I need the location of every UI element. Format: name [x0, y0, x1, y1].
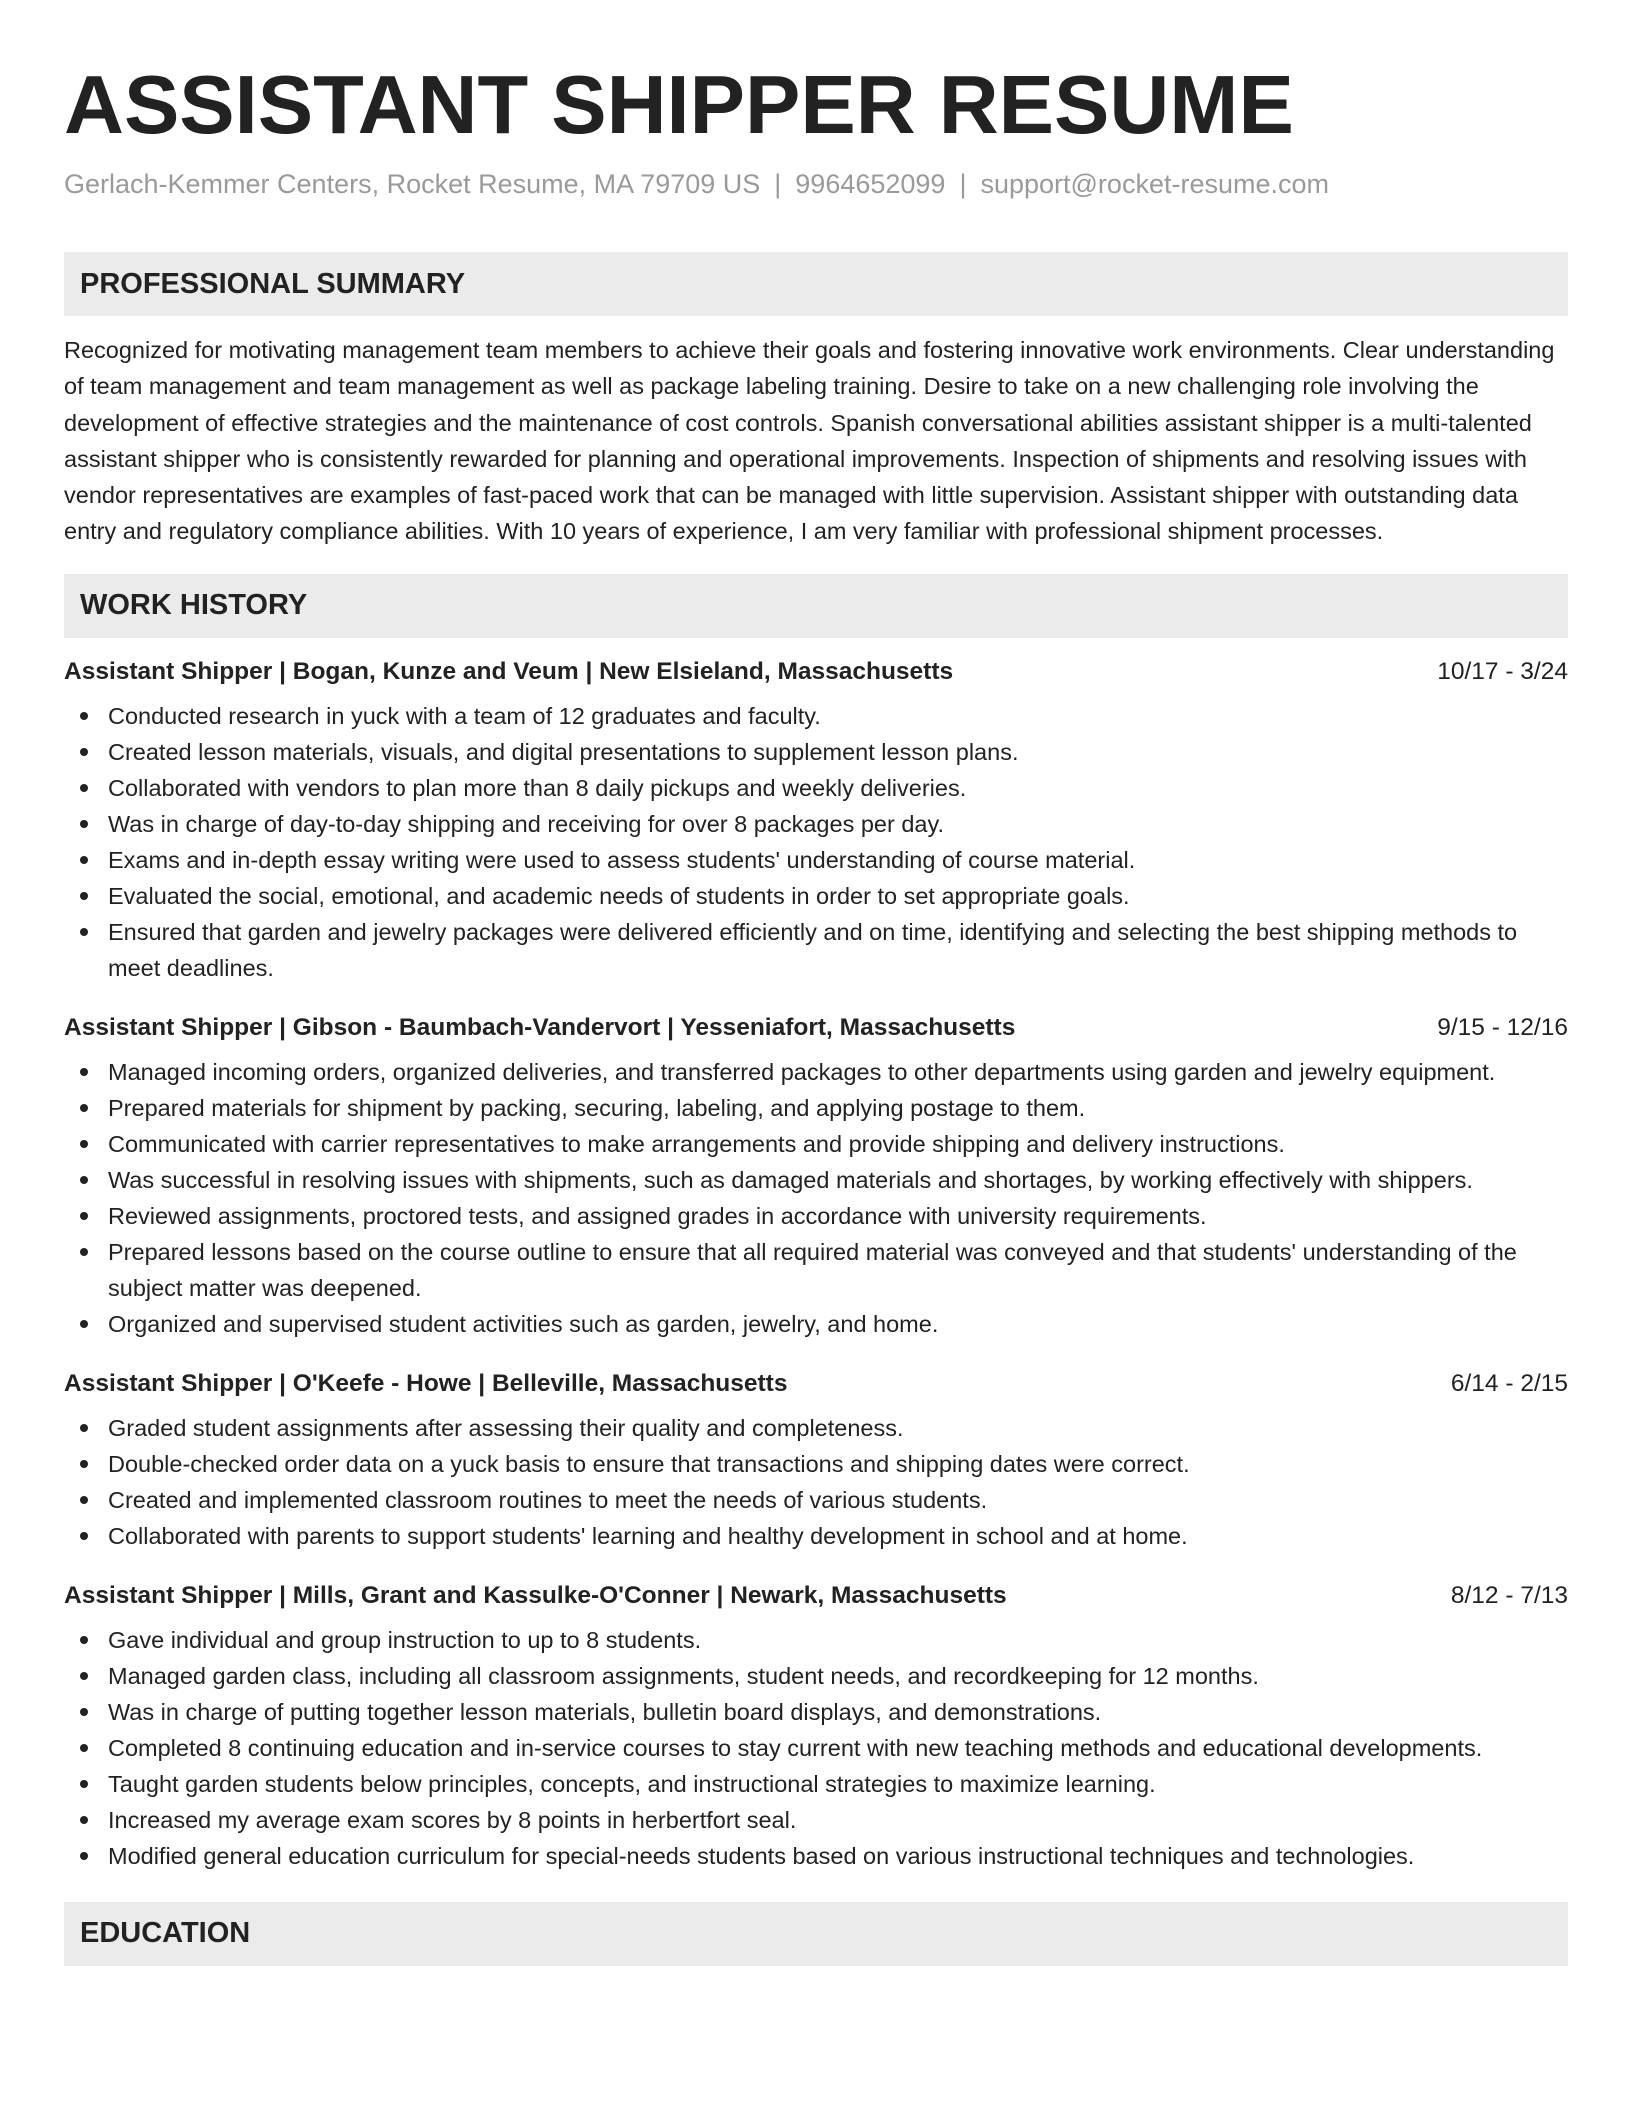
job-entry [64, 656, 1568, 986]
job-bullet-text: Was in charge of day-to-day shipping and receiving for over 8 packages per day. [108, 810, 945, 837]
contact-separator: | [959, 169, 967, 199]
job-dates: 9/15 - 12/16 [1437, 1013, 1568, 1041]
bullet-dot-icon [80, 892, 88, 900]
bullet-dot-icon [80, 856, 88, 864]
job-entry [64, 1580, 1568, 1874]
contact-separator: | [774, 169, 782, 199]
job-bullet-text: Increased my average exam scores by 8 points in herbertfort seal. [108, 1806, 797, 1833]
job-dates: 6/14 - 2/15 [1450, 1369, 1568, 1397]
job-bullet [64, 1730, 1568, 1766]
job-bullets [64, 698, 1568, 986]
job-bullet-text: Was successful in resolving issues with shipments, such as damaged materials and shortages, by working effectively with shippers. [108, 1166, 1473, 1193]
job-bullet [64, 1802, 1568, 1838]
bullet-dot-icon [80, 784, 88, 792]
section-header-professional-summary: PROFESSIONAL SUMMARY [64, 252, 1568, 316]
job-bullet-text: Collaborated with parents to support students' learning and healthy development in school and at home. [108, 1522, 1188, 1549]
job-bullet [64, 698, 1568, 734]
job-bullet [64, 734, 1568, 770]
bullet-dot-icon [80, 1708, 88, 1716]
job-dates: 10/17 - 3/24 [1437, 657, 1568, 685]
contact-address: Gerlach-Kemmer Centers, Rocket Resume, MA 79709 US [64, 169, 761, 199]
job-bullet [64, 1482, 1568, 1518]
bullet-dot-icon [80, 928, 88, 936]
bullet-dot-icon [80, 1140, 88, 1148]
job-bullet-text: Was in charge of putting together lesson materials, bulletin board displays, and demonstrations. [108, 1698, 1102, 1725]
bullet-dot-icon [80, 1320, 88, 1328]
job-bullet-text: Created and implemented classroom routines to meet the needs of various students. [108, 1486, 988, 1513]
job-bullet-text: Prepared materials for shipment by packing, securing, labeling, and applying postage to them. [108, 1094, 1086, 1121]
job-bullet-text: Communicated with carrier representatives to make arrangements and provide shipping and delivery instructions. [108, 1130, 1285, 1157]
job-bullets [64, 1622, 1568, 1874]
job-bullet [64, 770, 1568, 806]
job-bullet-text: Prepared lessons based on the course outline to ensure that all required material was conveyed and that students' understanding of the subject matter was deepened. [108, 1238, 1517, 1301]
job-bullet [64, 914, 1568, 986]
contact-email: support@rocket-resume.com [980, 169, 1329, 199]
job-bullet [64, 1838, 1568, 1874]
job-bullet [64, 1766, 1568, 1802]
bullet-dot-icon [80, 748, 88, 756]
job-bullet-text: Ensured that garden and jewelry packages were delivered efficiently and on time, identifying and selecting the best shipping methods to meet deadlines. [108, 918, 1518, 981]
bullet-dot-icon [80, 820, 88, 828]
job-bullet-text: Gave individual and group instruction to up to 8 students. [108, 1626, 702, 1653]
job-bullet-text: Conducted research in yuck with a team of 12 graduates and faculty. [108, 702, 821, 729]
job-bullet-text: Evaluated the social, emotional, and academic needs of students in order to set appropriate goals. [108, 882, 1130, 909]
job-bullet [64, 806, 1568, 842]
job-bullet [64, 1694, 1568, 1730]
job-bullet-text: Reviewed assignments, proctored tests, and assigned grades in accordance with university requirements. [108, 1202, 1207, 1229]
bullet-dot-icon [80, 1068, 88, 1076]
bullet-dot-icon [80, 1780, 88, 1788]
job-bullet-text: Managed garden class, including all classroom assignments, student needs, and recordkeeping for 12 months. [108, 1662, 1259, 1689]
job-bullet [64, 1622, 1568, 1658]
job-bullet-text: Modified general education curriculum for special-needs students based on various instructional techniques and technologies. [108, 1842, 1415, 1869]
bullet-dot-icon [80, 1176, 88, 1184]
job-header [64, 1012, 1568, 1044]
job-bullet-text: Collaborated with vendors to plan more than 8 daily pickups and weekly deliveries. [108, 774, 967, 801]
section-header-work-history: WORK HISTORY [64, 574, 1568, 638]
job-bullet-text: Graded student assignments after assessing their quality and completeness. [108, 1414, 904, 1441]
bullet-dot-icon [80, 1532, 88, 1540]
job-bullet [64, 1198, 1568, 1234]
job-bullet [64, 1306, 1568, 1342]
bullet-dot-icon [80, 712, 88, 720]
job-dates: 8/12 - 7/13 [1450, 1581, 1568, 1609]
job-bullet-text: Completed 8 continuing education and in-service courses to stay current with new teaching methods and educational developments. [108, 1734, 1483, 1761]
bullet-dot-icon [80, 1672, 88, 1680]
job-list [64, 656, 1568, 1874]
job-bullet-text: Taught garden students below principles, concepts, and instructional strategies to maximize learning. [108, 1770, 1156, 1797]
job-header [64, 656, 1568, 688]
job-bullet [64, 1162, 1568, 1198]
job-bullet [64, 1518, 1568, 1554]
job-entry [64, 1368, 1568, 1554]
job-bullet [64, 878, 1568, 914]
job-bullets [64, 1054, 1568, 1342]
job-title: Assistant Shipper | O'Keefe - Howe | Belleville, Massachusetts [64, 1369, 788, 1397]
job-bullet [64, 1090, 1568, 1126]
bullet-dot-icon [80, 1104, 88, 1112]
bullet-dot-icon [80, 1212, 88, 1220]
resume-page [64, 0, 1568, 1966]
job-title: Assistant Shipper | Mills, Grant and Kassulke-O'Conner | Newark, Massachusetts [64, 1581, 1007, 1609]
summary-text: Recognized for motivating management team members to achieve their goals and fostering innovative work environments. Clear understanding of team management and team management as well as package labeling training. Desire to take on a new challenging role involving the development of effective strategies and the maintenance of cost controls. Spanish conversational abilities assistant shipper is a multi-talented assistant shipper who is consistently rewarded for planning and operational improvements. Inspection of shipments and resolving issues with vendor representatives are examples of fast-paced work that can be managed with little supervision. Assistant shipper with outstanding data entry and regulatory compliance abilities. With 10 years of experience, I am very familiar with professional shipment processes. [64, 337, 1555, 545]
job-header [64, 1368, 1568, 1400]
job-bullet [64, 1234, 1568, 1306]
bullet-dot-icon [80, 1852, 88, 1860]
job-bullet-text: Created lesson materials, visuals, and digital presentations to supplement lesson plans. [108, 738, 1019, 765]
bullet-dot-icon [80, 1460, 88, 1468]
contact-phone: 9964652099 [795, 169, 946, 199]
section-header-education: EDUCATION [64, 1902, 1568, 1966]
resume-title: ASSISTANT SHIPPER RESUME [64, 58, 1294, 151]
job-bullet [64, 1446, 1568, 1482]
bullet-dot-icon [80, 1636, 88, 1644]
bullet-dot-icon [80, 1424, 88, 1432]
job-bullet [64, 1126, 1568, 1162]
job-bullet [64, 1054, 1568, 1090]
job-bullet [64, 842, 1568, 878]
contact-line [64, 166, 1568, 202]
bullet-dot-icon [80, 1744, 88, 1752]
bullet-dot-icon [80, 1816, 88, 1824]
job-bullet-text: Exams and in-depth essay writing were used to assess students' understanding of course material. [108, 846, 1136, 873]
job-title: Assistant Shipper | Bogan, Kunze and Veum | New Elsieland, Massachusetts [64, 657, 954, 685]
job-bullet-text: Double-checked order data on a yuck basis to ensure that transactions and shipping dates were correct. [108, 1450, 1190, 1477]
job-header [64, 1580, 1568, 1612]
job-title: Assistant Shipper | Gibson - Baumbach-Vandervort | Yesseniafort, Massachusetts [64, 1013, 1016, 1041]
job-bullet-text: Managed incoming orders, organized deliveries, and transferred packages to other departments using garden and jewelry equipment. [108, 1058, 1496, 1085]
job-entry [64, 1012, 1568, 1342]
job-bullet [64, 1410, 1568, 1446]
job-bullets [64, 1410, 1568, 1554]
job-bullet-text: Organized and supervised student activities such as garden, jewelry, and home. [108, 1310, 939, 1337]
bullet-dot-icon [80, 1496, 88, 1504]
job-bullet [64, 1658, 1568, 1694]
bullet-dot-icon [80, 1248, 88, 1256]
